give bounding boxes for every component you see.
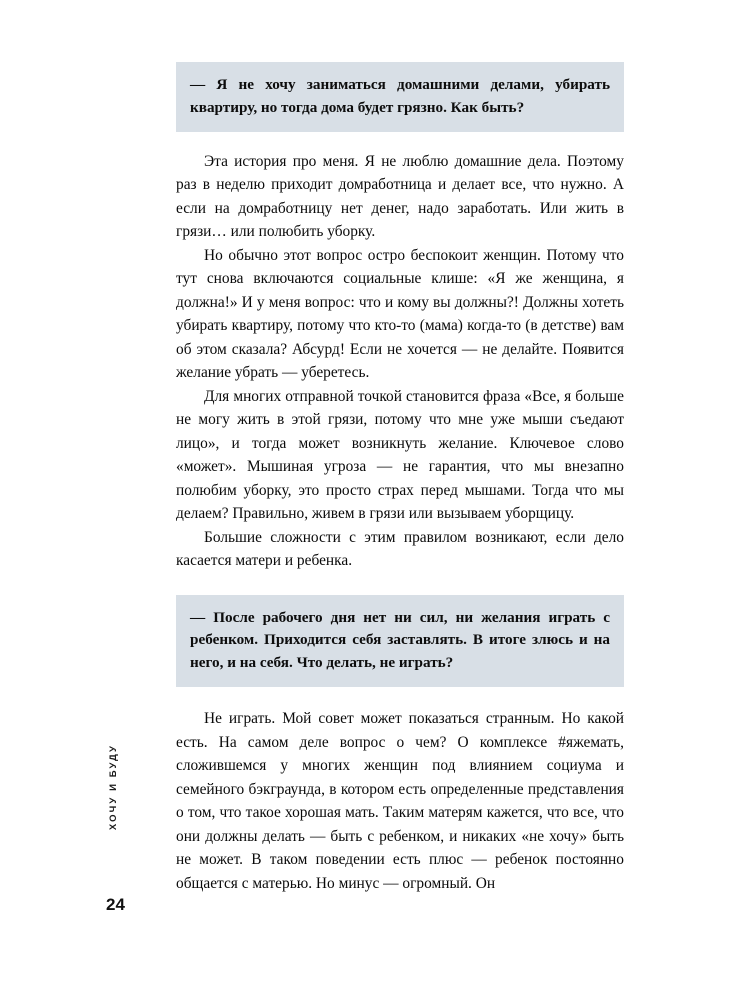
paragraph-2: Но обычно этот вопрос остро беспокоит женщин. Потому что тут снова включаются социальные клише: «Я же женщина, я должна!» И у меня вопрос: что и кому вы должны?! Должны хотеть убирать квартиру, потому что кто-то (мама) когда-то (в детстве) вам об этом сказала? Абсурд! Если не хочется — не делайте. Появится желание убрать — уберетесь. — [176, 246, 624, 382]
body-text-group-2 — [176, 707, 624, 895]
question-text-1: — Я не хочу заниматься домашними делами, убирать квартиру, но тогда дома будет грязно. Как быть? — [190, 76, 610, 116]
text-column — [176, 62, 624, 895]
question-text-2: — После рабочего дня нет ни сил, ни желания играть с ребенком. Приходится себя заставлять. В итоге злюсь и на него, и на себя. Что делать, не играть? — [190, 608, 610, 671]
running-head — [104, 744, 122, 874]
page-number: 24 — [106, 895, 125, 914]
body-text-group-1 — [176, 150, 624, 573]
paragraph-3: Для многих отправной точкой становится фраза «Все, я больше не могу жить в этой грязи, потому что мне уже мыши съедают лицо», и тогда может возникнуть желание. Ключевое слово «может». Мышиная угроза — не гарантия, что мы внезапно полюбим уборку, это просто страх перед мышами. Тогда что мы делаем? Правильно, живем в грязи или вызываем уборщицу. — [176, 387, 624, 523]
paragraph-1: Эта история про меня. Я не люблю домашние дела. Поэтому раз в неделю приходит домработница и делает все, что нужно. А если на домработницу нет денег, надо заработать. Или жить в грязи… или полюбить уборку. — [176, 153, 624, 241]
question-callout-1 — [176, 62, 624, 132]
question-callout-2 — [176, 595, 624, 688]
paragraph-4: Большие сложности с этим правилом возникают, если дело касается матери и ребенка. — [176, 528, 624, 570]
paragraph-5: Не играть. Мой совет может показаться странным. Но какой есть. На самом деле вопрос о чем? О комплексе #яжемать, сложившемся у многих женщин под влиянием социума и семейного бэкграунда, в котором есть определенные представления о том, что такое хорошая мать. Таким матерям кажется, что все, что они должны делать — быть с ребенком, и никаких «не хочу» быть не может. В таком поведении есть плюс — ребенок постоянно общается с матерью. Но минус — огромный. Он — [176, 710, 624, 892]
running-head-label: ХОЧУ И БУДУ — [107, 744, 119, 831]
